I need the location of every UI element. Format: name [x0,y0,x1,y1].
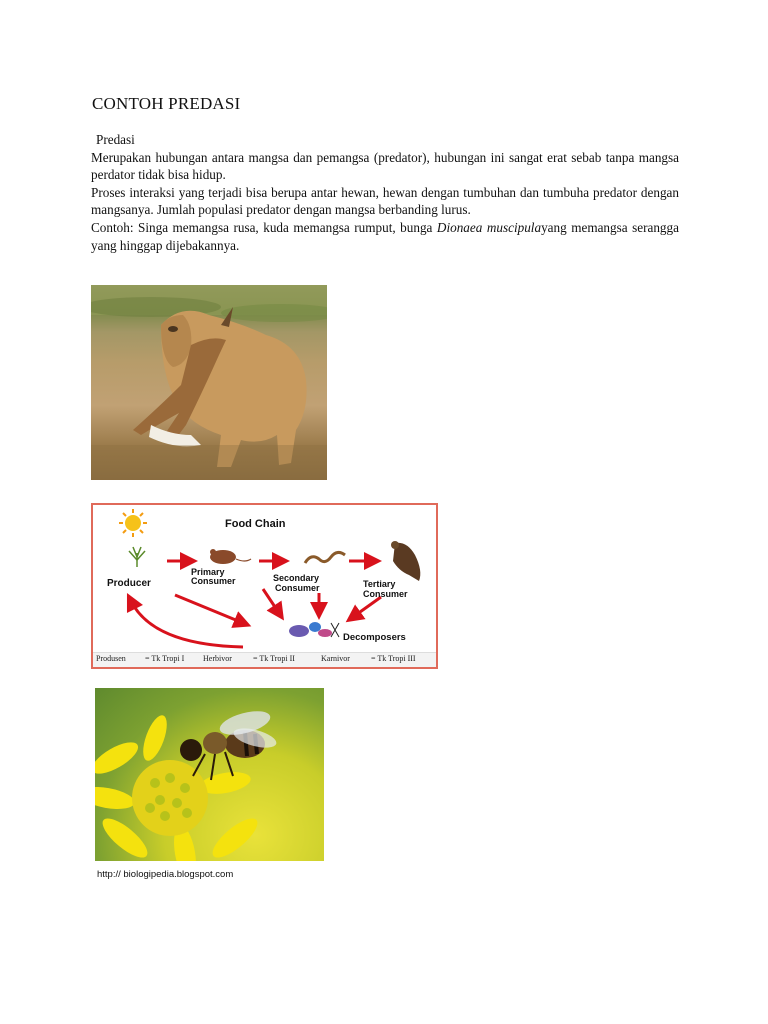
example-text-end: yang memangsa serangga yang hinggap dijebakannya. [91,219,679,253]
food-chain-title: Food Chain [225,518,286,530]
example-text: Contoh: Singa memangsa rusa, kuda memangsa rumput, bunga [91,219,437,235]
sun-icon [119,509,147,537]
food-chain-diagram [91,503,438,669]
primary-label-2: Consumer [191,576,236,586]
producer-label: Producer [107,578,151,589]
strip-tk1: = Tk Tropi I [145,654,185,663]
body-text [91,131,679,254]
bee-icon [180,707,278,780]
strip-herbivor: Herbivor [203,654,232,663]
arrow-tertiary-decomposers [353,597,381,617]
strip-tk2: = Tk Tropi II [253,654,295,663]
tertiary-label-2: Consumer [363,589,408,599]
source-caption: http:// biologipedia.blogspot.com [97,869,234,880]
primary-label-1: Primary [191,567,225,577]
page-title: CONTOH PREDASI [92,94,241,113]
paragraph-process: Proses interaksi yang terjadi bisa berupa antar hewan, hewan dengan tumbuhan dan tumbuha predator dengan mangsanya. Jumlah populasi predator dengan mangsa berbanding lurus. [91,184,679,218]
subheading: Predasi [96,132,135,147]
lion-prey-photo [91,285,327,480]
eagle-icon [391,541,420,581]
bee-flower-photo [95,688,324,861]
tertiary-label-1: Tertiary [363,579,396,589]
species-name: Dionaea muscipula [436,219,542,235]
decomposers-label: Decomposers [343,632,406,643]
decomposers-icon [289,622,339,637]
arrow-producer-decomposers [175,595,243,623]
secondary-label-1: Secondary [273,573,320,583]
arrow-decomposers-producer [131,601,243,647]
secondary-label-2: Consumer [275,583,320,593]
trophic-level-strip [93,652,436,667]
snake-icon [305,552,345,563]
strip-karnivor: Karnivor [321,654,350,663]
strip-produsen: Produsen [96,654,126,663]
strip-tk3: = Tk Tropi III [371,654,416,663]
mouse-icon [210,549,251,564]
paragraph-definition: Merupakan hubungan antara mangsa dan pemangsa (predator), hubungan ini sangat erat sebab tanpa mangsa perdator tidak bisa hidup. [91,149,679,183]
paragraph-example [91,219,679,254]
plant-icon [129,547,145,567]
